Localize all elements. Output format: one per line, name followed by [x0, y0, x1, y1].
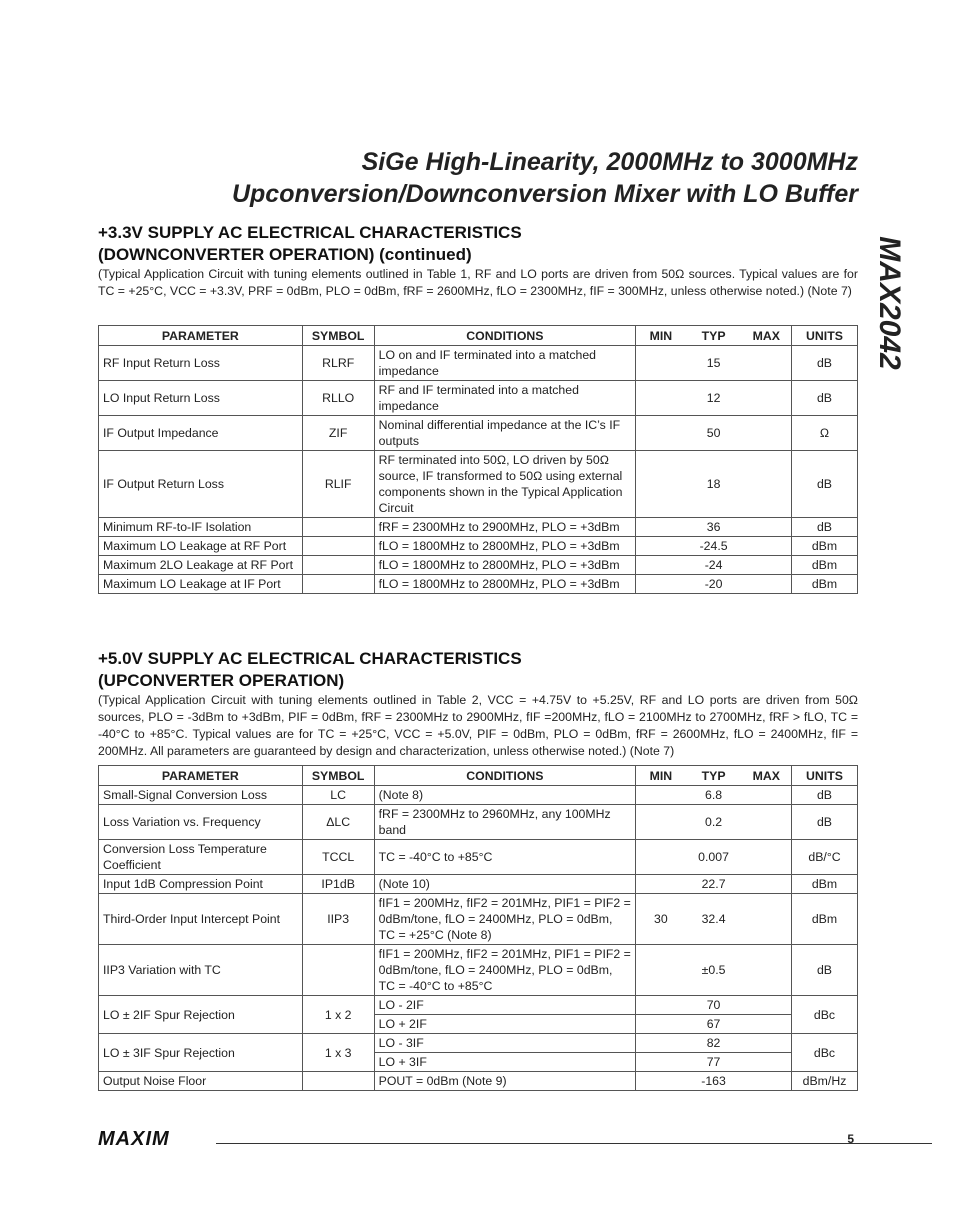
cell-conditions: RF terminated into 50Ω, LO driven by 50Ω source, IF transformed to 50Ω using external components shown in the Typical Application Circuit: [374, 451, 636, 518]
cell-max: [742, 556, 792, 575]
header-max: MAX: [742, 326, 792, 346]
cell-parameter: Output Noise Floor: [99, 1072, 303, 1091]
cell-parameter: Maximum 2LO Leakage at RF Port: [99, 556, 303, 575]
cell-symbol: ΔLC: [302, 805, 374, 840]
table-row: [99, 575, 858, 594]
cell-max: [742, 996, 792, 1015]
cell-max: [742, 1053, 792, 1072]
table-row: [99, 518, 858, 537]
table-row: [99, 894, 858, 945]
cell-conditions: fRF = 2300MHz to 2900MHz, PLO = +3dBm: [374, 518, 636, 537]
cell-parameter: LO ± 3IF Spur Rejection: [99, 1034, 303, 1072]
header-symbol: SYMBOL: [302, 766, 374, 786]
cell-parameter: Maximum LO Leakage at RF Port: [99, 537, 303, 556]
cell-units: dB: [792, 945, 858, 996]
cell-units: Ω: [792, 416, 858, 451]
cell-symbol: RLIF: [302, 451, 374, 518]
cell-min: [636, 537, 686, 556]
cell-symbol: RLLO: [302, 381, 374, 416]
cell-symbol: IP1dB: [302, 875, 374, 894]
cell-symbol: RLRF: [302, 346, 374, 381]
cell-parameter: IIP3 Variation with TC: [99, 945, 303, 996]
cell-typ: 82: [686, 1034, 742, 1053]
cell-min: [636, 1034, 686, 1053]
cell-min: [636, 416, 686, 451]
page-footer: [98, 1128, 858, 1148]
cell-symbol: [302, 537, 374, 556]
cell-max: [742, 381, 792, 416]
cell-max: [742, 786, 792, 805]
cell-conditions: Nominal differential impedance at the IC’s IF outputs: [374, 416, 636, 451]
cell-max: [742, 451, 792, 518]
cell-conditions: fLO = 1800MHz to 2800MHz, PLO = +3dBm: [374, 575, 636, 594]
cell-max: [742, 945, 792, 996]
header-conditions: CONDITIONS: [374, 326, 636, 346]
table-row: [99, 786, 858, 805]
cell-conditions: LO - 3IF: [374, 1034, 636, 1053]
cell-conditions: LO + 3IF: [374, 1053, 636, 1072]
cell-typ: -20: [686, 575, 742, 594]
cell-parameter: Input 1dB Compression Point: [99, 875, 303, 894]
section1-heading: [98, 222, 522, 266]
cell-symbol: [302, 518, 374, 537]
cell-parameter: Conversion Loss Temperature Coefficient: [99, 840, 303, 875]
header-typ: TYP: [686, 326, 742, 346]
table-row: [99, 416, 858, 451]
table-row: [99, 805, 858, 840]
cell-units: dB: [792, 805, 858, 840]
side-part-number: [874, 222, 904, 382]
cell-min: [636, 945, 686, 996]
cell-parameter: Loss Variation vs. Frequency: [99, 805, 303, 840]
header-max: MAX: [742, 766, 792, 786]
cell-min: [636, 875, 686, 894]
page-number: 5: [847, 1132, 854, 1146]
cell-typ: 12: [686, 381, 742, 416]
cell-symbol: ZIF: [302, 416, 374, 451]
cell-conditions: RF and IF terminated into a matched impedance: [374, 381, 636, 416]
cell-max: [742, 840, 792, 875]
cell-symbol: [302, 945, 374, 996]
table-row: [99, 1034, 858, 1053]
cell-units: dBm: [792, 875, 858, 894]
section2-heading-line1: +5.0V SUPPLY AC ELECTRICAL CHARACTERISTICS: [98, 649, 522, 668]
cell-parameter: IF Output Impedance: [99, 416, 303, 451]
footer-rule: [216, 1143, 932, 1144]
cell-typ: ±0.5: [686, 945, 742, 996]
cell-max: [742, 346, 792, 381]
section2-intro: (Typical Application Circuit with tuning elements outlined in Table 2, VCC = +4.75V to +5.25V, RF and LO ports are driven from 50Ω sources, PLO = -3dBm to +3dBm, PIF = 0dBm, fRF = 2300MHz to 2900MHz, fIF =200MHz, fLO = 2100MHz to 2700MHz, fRF > fLO, TC = -40°C to +85°C. Typical values are for TC = +25°C, VCC = +5.0V, PIF = 0dBm, PLO = 0dBm, fRF = 2600MHz, fLO = 2400MHz, fIF = 200MHz. All parameters are guaranteed by design and characterization, unless otherwise noted.) (Note 7): [98, 693, 858, 758]
cell-typ: 36: [686, 518, 742, 537]
cell-max: [742, 1015, 792, 1034]
cell-units: dB: [792, 451, 858, 518]
title-line-1: SiGe High-Linearity, 2000MHz to 3000MHz: [361, 148, 858, 176]
cell-parameter: Small-Signal Conversion Loss: [99, 786, 303, 805]
cell-parameter: Maximum LO Leakage at IF Port: [99, 575, 303, 594]
title-line-2: Upconversion/Downconversion Mixer with LO Buffer: [231, 180, 858, 208]
section1-heading-line2: (DOWNCONVERTER OPERATION) (continued): [98, 245, 472, 264]
cell-parameter: Third-Order Input Intercept Point: [99, 894, 303, 945]
cell-conditions: LO + 2IF: [374, 1015, 636, 1034]
table-row: [99, 1072, 858, 1091]
table-row: [99, 451, 858, 518]
cell-typ: 0.2: [686, 805, 742, 840]
table-row: [99, 996, 858, 1015]
section1-table: [98, 325, 858, 594]
cell-units: dBm: [792, 556, 858, 575]
cell-units: dB: [792, 786, 858, 805]
cell-conditions: POUT = 0dBm (Note 9): [374, 1072, 636, 1091]
table-row: [99, 840, 858, 875]
cell-typ: 18: [686, 451, 742, 518]
maxim-logo: MAXIM: [98, 1128, 170, 1150]
cell-symbol: [302, 556, 374, 575]
cell-symbol: 1 x 2: [302, 996, 374, 1034]
section2-heading-line2: (UPCONVERTER OPERATION): [98, 671, 345, 690]
cell-max: [742, 875, 792, 894]
table-header-row: [99, 326, 858, 346]
cell-typ: 15: [686, 346, 742, 381]
cell-min: 30: [636, 894, 686, 945]
cell-typ: -163: [686, 1072, 742, 1091]
section2-table: [98, 765, 858, 1091]
header-min: MIN: [636, 326, 686, 346]
cell-symbol: LC: [302, 786, 374, 805]
cell-typ: -24: [686, 556, 742, 575]
section1-heading-line1: +3.3V SUPPLY AC ELECTRICAL CHARACTERISTICS: [98, 223, 522, 242]
cell-typ: -24.5: [686, 537, 742, 556]
cell-symbol: IIP3: [302, 894, 374, 945]
cell-symbol: TCCL: [302, 840, 374, 875]
cell-parameter: LO ± 2IF Spur Rejection: [99, 996, 303, 1034]
cell-units: dB: [792, 346, 858, 381]
cell-conditions: fRF = 2300MHz to 2960MHz, any 100MHz band: [374, 805, 636, 840]
section2-heading: [98, 648, 522, 692]
header-conditions: CONDITIONS: [374, 766, 636, 786]
cell-min: [636, 805, 686, 840]
cell-max: [742, 1072, 792, 1091]
cell-conditions: LO - 2IF: [374, 996, 636, 1015]
cell-max: [742, 518, 792, 537]
cell-max: [742, 416, 792, 451]
cell-min: [636, 786, 686, 805]
cell-min: [636, 381, 686, 416]
cell-parameter: RF Input Return Loss: [99, 346, 303, 381]
cell-typ: 6.8: [686, 786, 742, 805]
cell-conditions: (Note 8): [374, 786, 636, 805]
table-row: [99, 537, 858, 556]
cell-max: [742, 1034, 792, 1053]
cell-units: dB/°C: [792, 840, 858, 875]
table-row: [99, 346, 858, 381]
table-row: [99, 556, 858, 575]
cell-parameter: Minimum RF-to-IF Isolation: [99, 518, 303, 537]
cell-units: dB: [792, 381, 858, 416]
cell-symbol: [302, 1072, 374, 1091]
cell-symbol: 1 x 3: [302, 1034, 374, 1072]
cell-min: [636, 575, 686, 594]
header-min: MIN: [636, 766, 686, 786]
cell-max: [742, 805, 792, 840]
cell-units: dB: [792, 518, 858, 537]
cell-min: [636, 1015, 686, 1034]
cell-conditions: LO on and IF terminated into a matched impedance: [374, 346, 636, 381]
cell-conditions: fLO = 1800MHz to 2800MHz, PLO = +3dBm: [374, 537, 636, 556]
cell-typ: 32.4: [686, 894, 742, 945]
cell-typ: 70: [686, 996, 742, 1015]
document-title: [232, 146, 858, 210]
cell-symbol: [302, 575, 374, 594]
cell-min: [636, 1053, 686, 1072]
cell-parameter: LO Input Return Loss: [99, 381, 303, 416]
header-parameter: PARAMETER: [99, 766, 303, 786]
table-header-row: [99, 766, 858, 786]
cell-typ: 67: [686, 1015, 742, 1034]
cell-min: [636, 556, 686, 575]
cell-conditions: (Note 10): [374, 875, 636, 894]
cell-units: dBm: [792, 537, 858, 556]
cell-parameter: IF Output Return Loss: [99, 451, 303, 518]
cell-typ: 22.7: [686, 875, 742, 894]
cell-conditions: TC = -40°C to +85°C: [374, 840, 636, 875]
cell-typ: 77: [686, 1053, 742, 1072]
cell-units: dBm: [792, 894, 858, 945]
header-symbol: SYMBOL: [302, 326, 374, 346]
cell-conditions: fIF1 = 200MHz, fIF2 = 201MHz, PIF1 = PIF2 = 0dBm/tone, fLO = 2400MHz, PLO = 0dBm, TC = -40°C to +85°C: [374, 945, 636, 996]
cell-max: [742, 537, 792, 556]
header-typ: TYP: [686, 766, 742, 786]
cell-min: [636, 518, 686, 537]
table-row: [99, 945, 858, 996]
cell-typ: 50: [686, 416, 742, 451]
cell-min: [636, 451, 686, 518]
table-row: [99, 875, 858, 894]
cell-units: dBm/Hz: [792, 1072, 858, 1091]
header-units: UNITS: [792, 326, 858, 346]
cell-max: [742, 894, 792, 945]
cell-units: dBc: [792, 1034, 858, 1072]
cell-units: dBm: [792, 575, 858, 594]
cell-min: [636, 840, 686, 875]
cell-typ: 0.007: [686, 840, 742, 875]
cell-conditions: fLO = 1800MHz to 2800MHz, PLO = +3dBm: [374, 556, 636, 575]
table-row: [99, 381, 858, 416]
cell-min: [636, 346, 686, 381]
cell-min: [636, 996, 686, 1015]
cell-max: [742, 575, 792, 594]
cell-min: [636, 1072, 686, 1091]
section1-intro: (Typical Application Circuit with tuning elements outlined in Table 1, RF and LO ports are driven from 50Ω sources. Typical values are for TC = +25°C, VCC = +3.3V, PRF = 0dBm, PLO = 0dBm, fRF = 2600MHz, fLO = 2300MHz, fIF = 300MHz, unless otherwise noted.) (Note 7): [98, 267, 858, 298]
cell-conditions: fIF1 = 200MHz, fIF2 = 201MHz, PIF1 = PIF2 = 0dBm/tone, fLO = 2400MHz, PLO = 0dBm, TC = +25°C (Note 8): [374, 894, 636, 945]
header-units: UNITS: [792, 766, 858, 786]
header-parameter: PARAMETER: [99, 326, 303, 346]
cell-units: dBc: [792, 996, 858, 1034]
side-part-number-text: MAX2042: [873, 236, 906, 370]
